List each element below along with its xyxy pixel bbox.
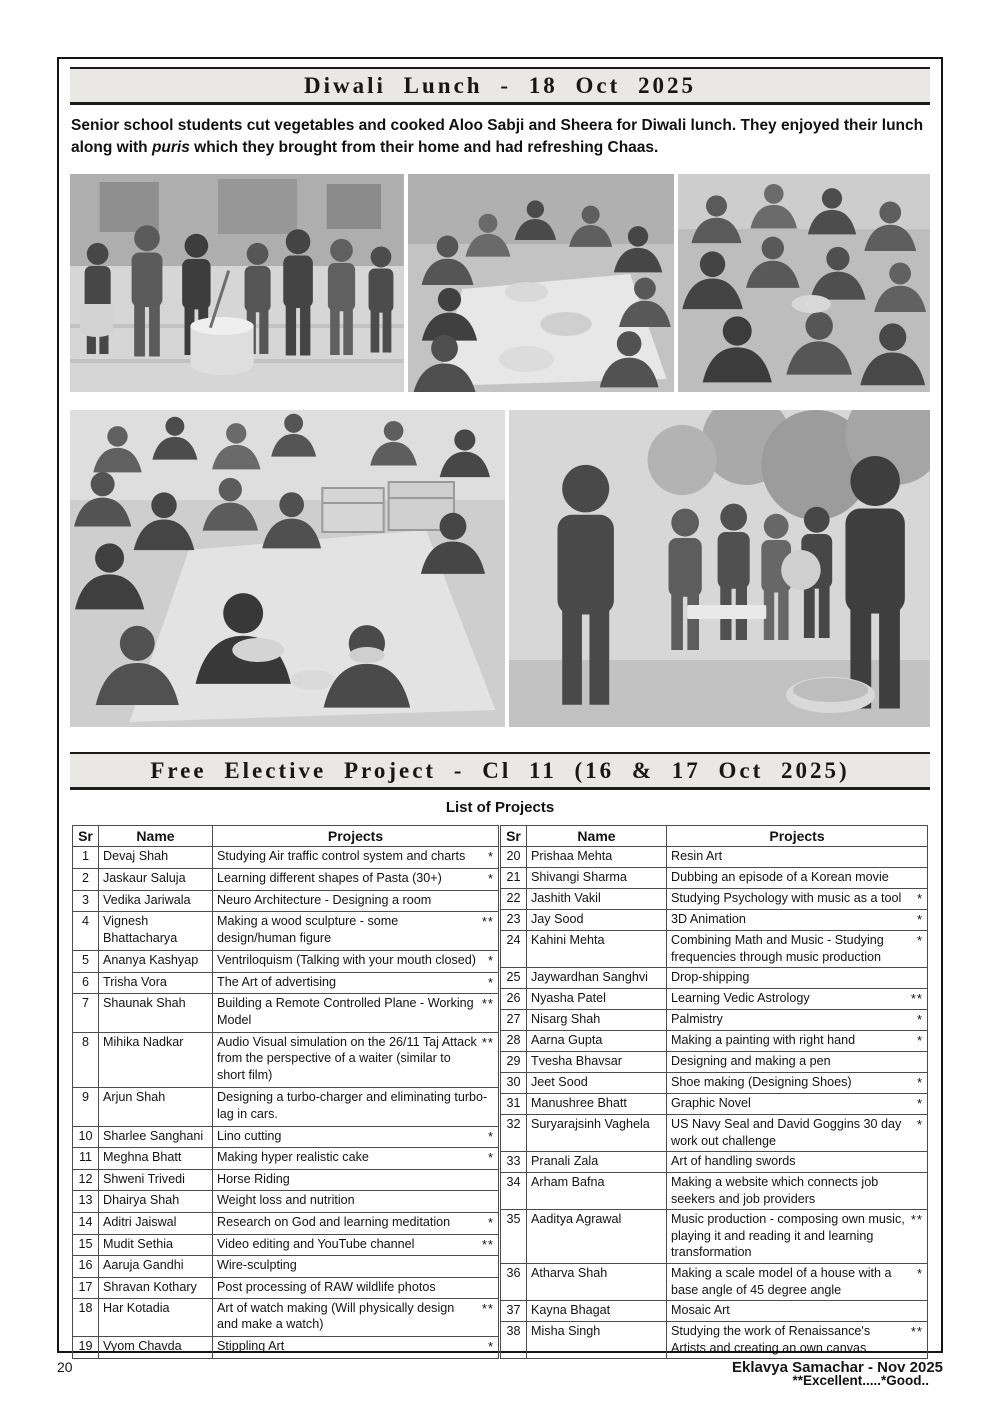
cell-sr: 20 (501, 847, 527, 868)
cell-project: * The Art of advertising (213, 972, 499, 994)
cell-project: ** Art of watch making (Will physically design and make a watch) (213, 1298, 499, 1336)
rating-stars: * (487, 1339, 494, 1355)
project-row (73, 972, 499, 994)
photo-row-bottom (70, 410, 930, 727)
project-row (73, 1191, 499, 1212)
project-row (501, 1152, 928, 1173)
project-row (73, 1277, 499, 1298)
photo-vegetable-cutting (70, 410, 505, 727)
cell-name: Arham Bafna (527, 1173, 667, 1210)
project-row (73, 1032, 499, 1088)
cell-sr: 6 (73, 972, 99, 994)
cell-project: ** Video editing and YouTube channel (213, 1234, 499, 1256)
project-row (73, 1126, 499, 1148)
project-row (501, 847, 928, 868)
cell-sr: 5 (73, 950, 99, 972)
project-row (501, 1115, 928, 1152)
project-row (73, 1212, 499, 1234)
cell-name: Shweni Trivedi (99, 1170, 213, 1191)
project-row (501, 1321, 928, 1358)
cell-project: Weight loss and nutrition (213, 1191, 499, 1212)
cell-project: Post processing of RAW wildlife photos (213, 1277, 499, 1298)
cell-name: Jashith Vakil (527, 888, 667, 909)
cell-project: * Ventriloquism (Talking with your mouth closed) (213, 950, 499, 972)
cell-sr: 23 (501, 909, 527, 930)
cell-project: ** Audio Visual simulation on the 26/11 Taj Attack from the perspective of a waiter (similar to short film) (213, 1032, 499, 1088)
cell-project: ** Music production - composing own music, playing it and reading it and learning transformation (667, 1210, 928, 1264)
cell-sr: 30 (501, 1072, 527, 1093)
cell-sr: 24 (501, 931, 527, 968)
cell-name: Shravan Kothary (99, 1277, 213, 1298)
cell-name: Jeet Sood (527, 1072, 667, 1093)
rating-stars: * (487, 849, 494, 865)
cell-project: ** Studying the work of Renaissance's Artists and creating an own canvas (667, 1321, 928, 1358)
cell-name: Aaditya Agrawal (527, 1210, 667, 1264)
photo-group-preparing (678, 174, 930, 392)
project-row (501, 931, 928, 968)
project-row (73, 1337, 499, 1359)
cell-name: Nisarg Shah (527, 1009, 667, 1030)
cell-sr: 16 (73, 1256, 99, 1277)
col-header-projects: Projects (213, 826, 499, 847)
rating-stars: * (916, 1266, 923, 1282)
rating-stars: ** (481, 914, 494, 930)
cell-name: Manushree Bhatt (527, 1094, 667, 1115)
cell-sr: 25 (501, 968, 527, 989)
cell-sr: 33 (501, 1152, 527, 1173)
table-header-row (73, 826, 499, 847)
project-row (501, 909, 928, 930)
cell-sr: 15 (73, 1234, 99, 1256)
project-row (73, 1298, 499, 1336)
cell-sr: 14 (73, 1212, 99, 1234)
cell-sr: 2 (73, 869, 99, 891)
cell-sr: 29 (501, 1052, 527, 1073)
cell-sr: 28 (501, 1031, 527, 1052)
cell-project: ** Learning Vedic Astrology (667, 988, 928, 1009)
rating-stars: ** (910, 990, 923, 1006)
cell-sr: 18 (73, 1298, 99, 1336)
cell-project: Horse Riding (213, 1170, 499, 1191)
cell-name: Tvesha Bhavsar (527, 1052, 667, 1073)
photo-cooking-circle (408, 174, 675, 392)
cell-name: Vedika Jariwala (99, 891, 213, 912)
cell-name: Arjun Shah (99, 1088, 213, 1126)
project-row (501, 1072, 928, 1093)
rating-stars: * (916, 1074, 923, 1090)
project-row (73, 912, 499, 950)
cell-name: Vignesh Bhattacharya (99, 912, 213, 950)
cell-project: * Graphic Novel (667, 1094, 928, 1115)
project-row (73, 950, 499, 972)
cell-project: Drop-shipping (667, 968, 928, 989)
cell-name: Sharlee Sanghani (99, 1126, 213, 1148)
cell-project: Making a website which connects job seekers and job providers (667, 1173, 928, 1210)
rating-stars: ** (481, 996, 494, 1012)
cell-project: Dubbing an episode of a Korean movie (667, 868, 928, 889)
table-header-row (501, 826, 928, 847)
cell-project: * Research on God and learning meditation (213, 1212, 499, 1234)
cell-project: * Shoe making (Designing Shoes) (667, 1072, 928, 1093)
cell-name: Ananya Kashyap (99, 950, 213, 972)
cell-name: Misha Singh (527, 1321, 667, 1358)
rating-stars: * (487, 952, 494, 968)
cell-name: Vyom Chavda (99, 1337, 213, 1359)
cell-project: Wire-sculpting (213, 1256, 499, 1277)
cell-name: Aarna Gupta (527, 1031, 667, 1052)
cell-name: Kayna Bhagat (527, 1301, 667, 1322)
project-row (501, 968, 928, 989)
cell-project: * Studying Air traffic control system and charts (213, 847, 499, 869)
cell-sr: 10 (73, 1126, 99, 1148)
cell-sr: 22 (501, 888, 527, 909)
diwali-header-band (70, 67, 930, 105)
diwali-title: Diwali Lunch - 18 Oct 2025 (304, 72, 696, 98)
cell-project: * Combining Math and Music - Studying frequencies through music production (667, 931, 928, 968)
cell-project: * Making a painting with right hand (667, 1031, 928, 1052)
project-row (73, 891, 499, 912)
project-row (501, 1009, 928, 1030)
col-header-sr: Sr (73, 826, 99, 847)
col-header-projects: Projects (667, 826, 928, 847)
cell-name: Shaunak Shah (99, 994, 213, 1032)
cell-project: Mosaic Art (667, 1301, 928, 1322)
project-row (73, 1088, 499, 1126)
cell-project: ** Building a Remote Controlled Plane - Working Model (213, 994, 499, 1032)
cell-name: Meghna Bhatt (99, 1148, 213, 1170)
cell-sr: 3 (73, 891, 99, 912)
cell-project: * Lino cutting (213, 1126, 499, 1148)
intro-text-1: Senior school students cut vegetables and cooked Aloo Sabji and Sheera for Diwali lunch. They enjoyed their lunch along with (71, 117, 924, 156)
cell-project: Neuro Architecture - Designing a room (213, 891, 499, 912)
cell-sr: 1 (73, 847, 99, 869)
photo-row-top (70, 174, 930, 392)
project-row (501, 1094, 928, 1115)
col-header-name: Name (99, 826, 213, 847)
project-row (73, 869, 499, 891)
rating-stars: * (916, 890, 923, 906)
rating-stars: ** (481, 1034, 494, 1050)
cell-name: Atharva Shah (527, 1264, 667, 1301)
cell-name: Aditri Jaiswal (99, 1212, 213, 1234)
intro-paragraph (71, 115, 929, 159)
cell-name: Jay Sood (527, 909, 667, 930)
col-header-sr: Sr (501, 826, 527, 847)
project-row (501, 988, 928, 1009)
cell-name: Mihika Nadkar (99, 1032, 213, 1088)
cell-project: Art of handling swords (667, 1152, 928, 1173)
cell-name: Har Kotadia (99, 1298, 213, 1336)
cell-sr: 35 (501, 1210, 527, 1264)
project-row (73, 1234, 499, 1256)
cell-name: Pranali Zala (527, 1152, 667, 1173)
rating-stars: ** (481, 1236, 494, 1252)
photo-food-serving (509, 410, 930, 727)
project-row (501, 868, 928, 889)
rating-stars: * (916, 1096, 923, 1112)
cell-name: Trisha Vora (99, 972, 213, 994)
project-row (501, 1301, 928, 1322)
cell-project: * Stippling Art (213, 1337, 499, 1359)
rating-stars: * (487, 1214, 494, 1230)
project-tables (70, 825, 930, 1359)
cell-name: Jaskaur Saluja (99, 869, 213, 891)
intro-text-2: which they brought from their home and had refreshing Chaas. (189, 139, 659, 156)
project-row (501, 888, 928, 909)
rating-stars: * (916, 933, 923, 948)
project-row (73, 847, 499, 869)
cell-name: Dhairya Shah (99, 1191, 213, 1212)
col-header-name: Name (527, 826, 667, 847)
cell-sr: 9 (73, 1088, 99, 1126)
project-row (501, 1031, 928, 1052)
cell-project: * US Navy Seal and David Goggins 30 day work out challenge (667, 1115, 928, 1152)
rating-stars: * (487, 871, 494, 887)
cell-project: Designing a turbo-charger and eliminating turbo-lag in cars. (213, 1088, 499, 1126)
projects-table-left (72, 825, 499, 1359)
cell-sr: 38 (501, 1321, 527, 1358)
project-row (73, 1256, 499, 1277)
cell-sr: 12 (73, 1170, 99, 1191)
cell-project: Resin Art (667, 847, 928, 868)
photo-cooking-pot (70, 174, 404, 392)
project-row (73, 1170, 499, 1191)
rating-legend: **Excellent.....*Good.. (792, 1373, 929, 1389)
cell-sr: 17 (73, 1277, 99, 1298)
elective-header-band (70, 752, 930, 790)
cell-name: Prishaa Mehta (527, 847, 667, 868)
rating-stars: * (916, 1011, 923, 1027)
page-number: 20 (57, 1359, 73, 1375)
cell-project: * Studying Psychology with music as a tool (667, 888, 928, 909)
cell-name: Jaywardhan Sanghvi (527, 968, 667, 989)
project-row (73, 994, 499, 1032)
project-row (501, 1264, 928, 1301)
rating-stars: * (916, 911, 923, 927)
cell-sr: 26 (501, 988, 527, 1009)
elective-title: Free Elective Project - Cl 11 (16 & 17 Oct 2025) (150, 757, 850, 783)
cell-name: Shivangi Sharma (527, 868, 667, 889)
cell-sr: 37 (501, 1301, 527, 1322)
rating-stars: * (487, 1128, 494, 1144)
cell-sr: 19 (73, 1337, 99, 1359)
cell-name: Mudit Sethia (99, 1234, 213, 1256)
cell-name: Aaruja Gandhi (99, 1256, 213, 1277)
cell-sr: 32 (501, 1115, 527, 1152)
cell-sr: 7 (73, 994, 99, 1032)
project-row (501, 1052, 928, 1073)
cell-sr: 8 (73, 1032, 99, 1088)
rating-stars: ** (481, 1300, 494, 1316)
cell-sr: 27 (501, 1009, 527, 1030)
intro-italic-word: puris (151, 139, 190, 156)
cell-sr: 36 (501, 1264, 527, 1301)
cell-project: * Making a scale model of a house with a base angle of 45 degree angle (667, 1264, 928, 1301)
cell-project: * Learning different shapes of Pasta (30+) (213, 869, 499, 891)
cell-name: Suryarajsinh Vaghela (527, 1115, 667, 1152)
cell-sr: 21 (501, 868, 527, 889)
cell-sr: 13 (73, 1191, 99, 1212)
rating-stars: * (916, 1033, 923, 1049)
issue-name: Eklavya Samachar - Nov 2025 (732, 1359, 943, 1376)
cell-name: Devaj Shah (99, 847, 213, 869)
page-footer (57, 1359, 943, 1376)
cell-project: * Palmistry (667, 1009, 928, 1030)
cell-sr: 34 (501, 1173, 527, 1210)
cell-sr: 4 (73, 912, 99, 950)
cell-sr: 11 (73, 1148, 99, 1170)
rating-stars: ** (910, 1323, 923, 1339)
rating-stars: * (487, 974, 494, 990)
cell-name: Kahini Mehta (527, 931, 667, 968)
cell-project: * 3D Animation (667, 909, 928, 930)
projects-table-right (500, 825, 928, 1359)
cell-sr: 31 (501, 1094, 527, 1115)
cell-name: Nyasha Patel (527, 988, 667, 1009)
project-row (73, 1148, 499, 1170)
project-row (501, 1173, 928, 1210)
cell-project: Designing and making a pen (667, 1052, 928, 1073)
project-row (501, 1210, 928, 1264)
rating-stars: * (487, 1150, 494, 1166)
rating-stars: * (916, 1117, 923, 1133)
cell-project: * Making hyper realistic cake (213, 1148, 499, 1170)
list-of-projects-heading: List of Projects (445, 799, 555, 816)
cell-project: ** Making a wood sculpture - some design/human figure (213, 912, 499, 950)
rating-stars: ** (910, 1212, 923, 1228)
